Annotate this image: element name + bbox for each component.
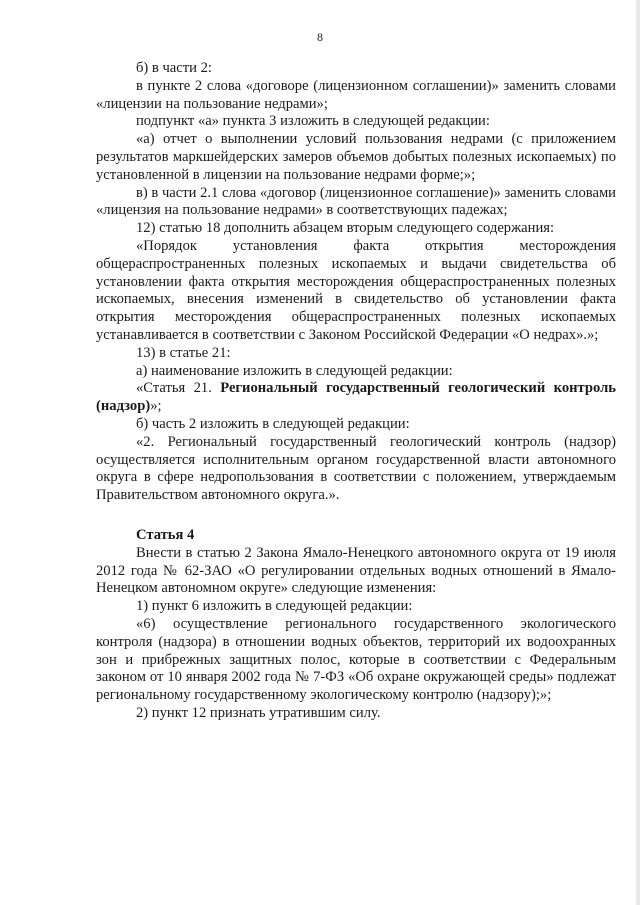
paragraph: в пункте 2 слова «договоре (лицензионном соглашении)» заменить словами «лицензии на пользование недрами»; — [96, 77, 616, 112]
paragraph: Внести в статью 2 Закона Ямало-Ненецкого автономного округа от 19 июля 2012 года № 62-ЗАО «О регулировании отдельных водных отношений в Ямало-Ненецком автономном округе» следующие изменения: — [96, 544, 616, 597]
article-21-suffix: »; — [150, 398, 162, 415]
paragraph: «6) осуществление регионального государственного экологического контроля (надзора) в отношении водных объектов, территорий их водоохранных зон и прибрежных защитных полос, которые в соответствии с Федеральным законом от 10 января 2002 года № 7-ФЗ «Об охране окружающей среды» подлежат региональному государственному экологическому контролю (надзору);»; — [96, 615, 616, 704]
document-body — [96, 60, 616, 723]
article-21-prefix: «Статья 21. — [136, 380, 221, 397]
article-21-bold-title: Региональный государственный геологический контроль (надзор) — [96, 380, 616, 415]
paragraph: подпункт «а» пункта 3 изложить в следующей редакции: — [136, 113, 490, 130]
article-4-heading: Статья 4 — [136, 526, 195, 543]
article-21-title-paragraph — [96, 380, 616, 416]
paragraph: 12) статью 18 дополнить абзацем вторым следующего содержания: — [136, 220, 555, 237]
paragraph: б) часть 2 изложить в следующей редакции: — [136, 415, 410, 432]
paragraph: 1) пункт 6 изложить в следующей редакции: — [136, 598, 413, 615]
paragraph: «2. Региональный государственный геологический контроль (надзор) осуществляется исполнительным органом государственной власти автономного округа в сфере недропользования в соответствии с положением, утверждаемым Правительством автономного округа.». — [96, 433, 616, 504]
paragraph: 2) пункт 12 признать утратившим силу. — [136, 704, 381, 721]
paragraph: в) в части 2.1 слова «договор (лицензионное соглашение)» заменить словами «лицензия на пользование недрами» в соответствующих падежах; — [96, 184, 616, 219]
scan-edge — [636, 0, 640, 905]
paragraph: а) наименование изложить в следующей редакции: — [136, 362, 453, 379]
page-number: 8 — [317, 30, 323, 44]
paragraph: б) в части 2: — [136, 60, 212, 76]
paragraph: «Порядок установления факта открытия месторождения общераспространенных полезных ископаемых и выдачи свидетельства об установлении факта открытия месторождения общераспространенных полезных ископаемых, внесения изменений в свидетельство об установлении факта открытия месторождения общераспространенных полезных ископаемых устанавливается в соответствии с Законом Российской Федерации «О недрах».»; — [96, 237, 616, 343]
paragraph: 13) в статье 21: — [136, 344, 231, 361]
paragraph: «а) отчет о выполнении условий пользования недрами (с приложением результатов маркшейдерских замеров объемов добытых полезных ископаемых) по установленной в лицензии на пользование недрами форме;»; — [96, 131, 616, 183]
